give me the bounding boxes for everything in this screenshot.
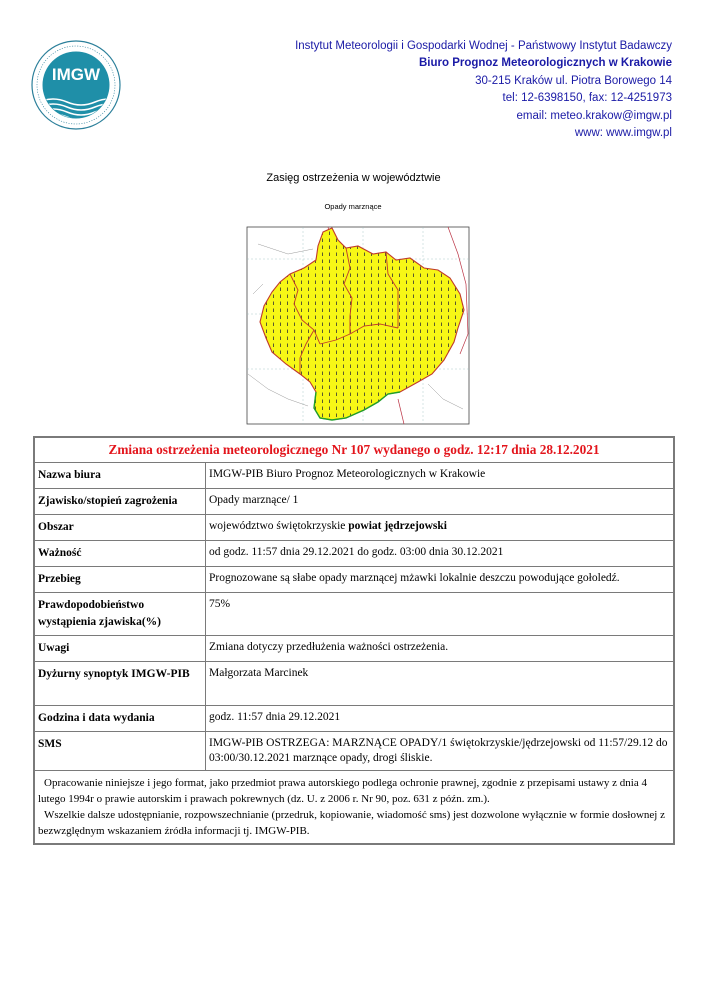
table-row bbox=[34, 732, 674, 771]
map-image bbox=[228, 224, 478, 429]
warning-map bbox=[228, 200, 478, 430]
row-value-probability: 75% bbox=[206, 593, 675, 636]
row-label-course: Przebieg bbox=[34, 567, 206, 593]
row-label-validity: Ważność bbox=[34, 541, 206, 567]
logo-text: IMGW bbox=[51, 65, 101, 84]
row-value-area bbox=[206, 515, 675, 541]
map-title: Opady marznące bbox=[324, 202, 382, 211]
row-label-phenomenon: Zjawisko/stopień zagrożenia bbox=[34, 489, 206, 515]
imgw-logo bbox=[31, 40, 121, 130]
row-value-office: IMGW-PIB Biuro Prognoz Meteorologicznych w Krakowie bbox=[206, 463, 675, 489]
row-value-validity: od godz. 11:57 dnia 29.12.2021 do godz. 03:00 dnia 30.12.2021 bbox=[206, 541, 675, 567]
copyright-notice bbox=[34, 771, 674, 845]
address: 30-215 Kraków ul. Piotra Borowego 14 bbox=[475, 74, 672, 87]
table-row bbox=[34, 541, 674, 567]
copyright-paragraph-2: Wszelkie dalsze udostępnianie, rozpowszechnianie (przedruk, kopiowanie, wiadomość sms) jest dozwolone wyłącznie w formie dosłownej z bezwzględnym wskazaniem źródła informacji tj. IMGW-PIB. bbox=[38, 809, 665, 837]
copyright-paragraph-1: Opracowanie niniejsze i jego format, jako przedmiot prawa autorskiego podlega ochronie prawnej, zgodnie z przepisami ustawy z dnia 4 lutego 1994r o prawie autorskim i prawach pokrewnych (dz. U. z 2006 r. Nr 90, poz. 631 z późn. zm.). bbox=[38, 777, 647, 805]
area-county: powiat jędrzejowski bbox=[348, 520, 447, 532]
row-label-issued: Godzina i data wydania bbox=[34, 706, 206, 732]
office-name: Biuro Prognoz Meteorologicznych w Krakowie bbox=[418, 57, 672, 70]
row-value-sms: IMGW-PIB OSTRZEGA: MARZNĄCE OPADY/1 świętokrzyskie/jędrzejowski od 11:57/29.12 do 03:00/30.12.2021 marznące opady, drogi śliskie. bbox=[206, 732, 675, 771]
row-label-remarks: Uwagi bbox=[34, 636, 206, 662]
row-value-phenomenon: Opady marznące/ 1 bbox=[206, 489, 675, 515]
table-row bbox=[34, 463, 674, 489]
row-label-probability: Prawdopodobieństwo wystąpienia zjawiska(%) bbox=[34, 593, 206, 636]
table-row bbox=[34, 593, 674, 636]
row-label-sms: SMS bbox=[34, 732, 206, 771]
row-label-area: Obszar bbox=[34, 515, 206, 541]
table-row bbox=[34, 567, 674, 593]
warning-table bbox=[33, 436, 675, 845]
phone: tel: 12-6398150, fax: 12-4251973 bbox=[502, 92, 672, 105]
row-value-course: Prognozowane są słabe opady marznącej mżawki lokalnie deszczu powodujące gołoledź. bbox=[206, 567, 675, 593]
organization-header bbox=[295, 38, 672, 142]
table-row bbox=[34, 662, 674, 706]
area-region: województwo świętokrzyskie bbox=[209, 520, 346, 532]
table-row bbox=[34, 489, 674, 515]
row-label-office: Nazwa biura bbox=[34, 463, 206, 489]
table-row bbox=[34, 706, 674, 732]
map-heading: Zasięg ostrzeżenia w województwie bbox=[266, 172, 441, 184]
row-value-remarks: Zmiana dotyczy przedłużenia ważności ostrzeżenia. bbox=[206, 636, 675, 662]
row-value-forecaster: Małgorzata Marcinek bbox=[206, 662, 675, 706]
warning-heading: Zmiana ostrzeżenia meteorologicznego Nr 107 wydanego o godz. 12:17 dnia 28.12.2021 bbox=[34, 437, 674, 463]
table-row bbox=[34, 515, 674, 541]
table-row bbox=[34, 636, 674, 662]
row-value-issued: godz. 11:57 dnia 29.12.2021 bbox=[206, 706, 675, 732]
org-name: Instytut Meteorologii i Gospodarki Wodnej - Państwowy Instytut Badawczy bbox=[295, 40, 672, 52]
website[interactable]: www: www.imgw.pl bbox=[574, 127, 672, 140]
email[interactable]: email: meteo.krakow@imgw.pl bbox=[516, 109, 672, 122]
row-label-forecaster: Dyżurny synoptyk IMGW-PIB bbox=[34, 662, 206, 706]
